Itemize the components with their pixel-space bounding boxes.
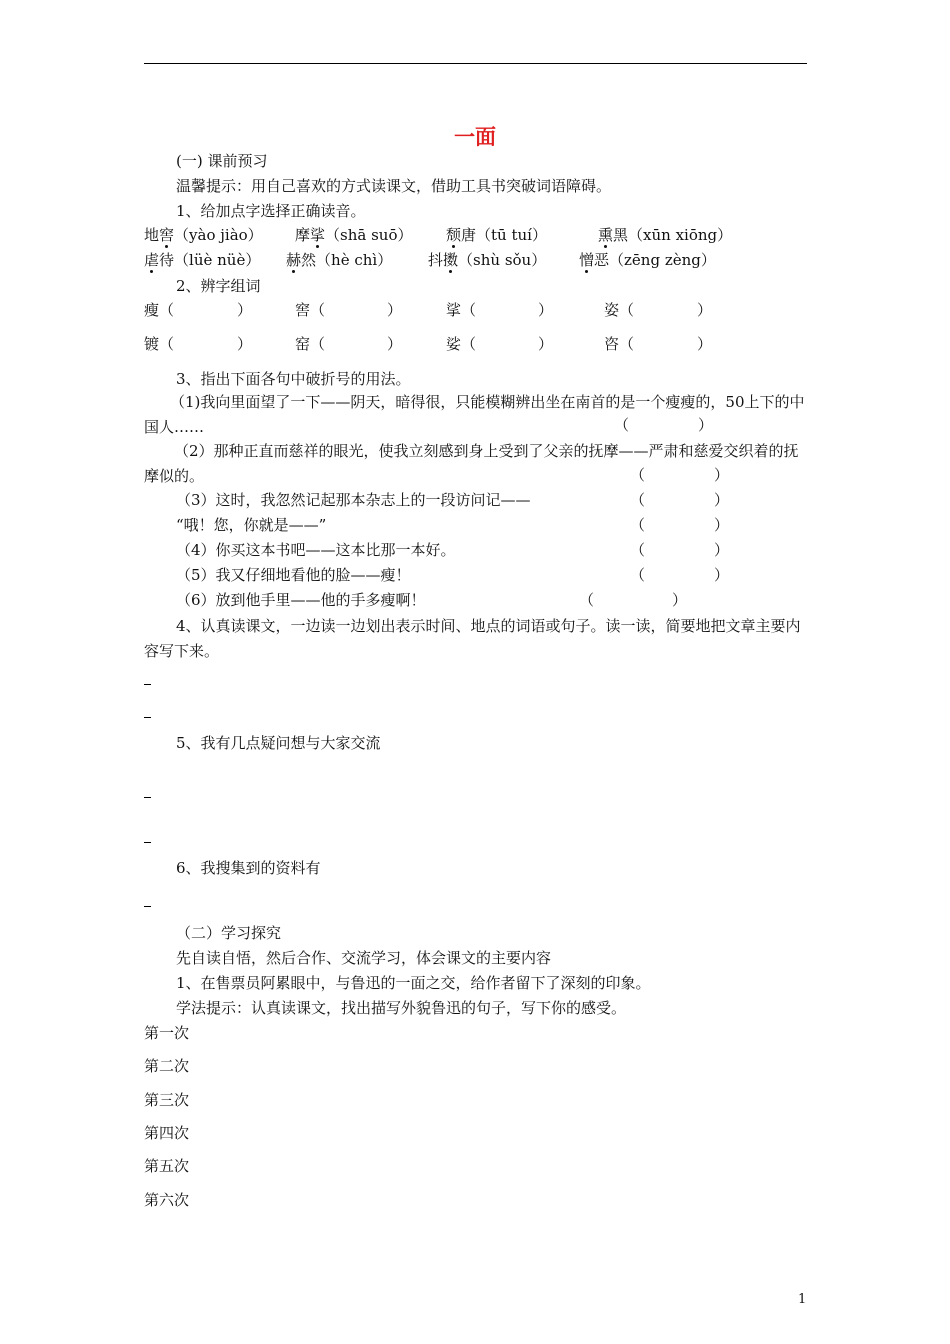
time-label: 第一次 [144,1024,190,1042]
section2-intro: 先自读自悟，然后合作、交流学习，体会课文的主要内容 [176,949,552,967]
answer-line[interactable] [144,906,151,907]
word-group-blank: 咨（ [604,335,635,353]
word-group-blank: 窑（ [295,335,326,353]
blank-close: ） [697,301,713,319]
time-label: 第二次 [144,1057,190,1075]
word-group-blank: 娑（ [446,335,477,353]
dotted-char: 挲 [310,226,326,244]
blank-close: ） [237,301,253,319]
q3-sentence-1: （1)我向里面望了一下——阴天，暗得很，只能模糊辨出坐在南首的是一个瘦瘦的，50上下的中国人…… [144,393,805,436]
pinyin-item: 抖擞（shù sǒu） [428,251,547,269]
q2-prompt: 2、辨字组词 [176,277,261,295]
dotted-char: 擞 [443,251,459,269]
paren-open: （ [630,566,646,584]
dotted-char: 憎 [579,251,595,269]
paren-open: （ [630,516,646,534]
word-group-blank: 挲（ [446,301,477,319]
section2-tip: 学法提示：认真读课文，找出描写外貌鲁迅的句子，写下你的感受。 [176,999,627,1017]
pinyin-item: 赫然（hè chì） [286,251,393,269]
time-label: 第六次 [144,1191,190,1209]
blank-close: ） [697,335,713,353]
dotted-char: 虐 [144,251,160,269]
blank-close: ） [538,301,554,319]
q3-sentence-2: （2）那种正直而慈祥的眼光，使我立刻感到身上受到了父亲的抚摩——严肃和慈爱交织着的抚摩似的。 [144,442,799,485]
header-rule [144,63,807,64]
word-group-blank: 镀（ [144,335,175,353]
answer-line[interactable] [144,684,151,685]
q3-sentence-5: （5）我又仔细地看他的脸——瘦！ [176,566,411,584]
paren-close: ） [698,416,714,434]
q3-sentence-6: （6）放到他手里——他的手多瘦啊！ [176,591,426,609]
pinyin-item: 颓唐（tū tuí） [446,226,547,244]
paren-open: （ [630,541,646,559]
dotted-char: 赫 [286,251,302,269]
pinyin-item: 虐待（lüè nüè） [144,251,261,269]
paren-close: ） [714,491,730,509]
pinyin-item: 地窖（yào jiào） [144,226,263,244]
paren-close: ） [714,566,730,584]
paren-close: ） [672,591,688,609]
blank-close: ） [237,335,253,353]
q5-prompt: 5、我有几点疑问想与大家交流 [176,734,381,752]
tip-text: 温馨提示：用自己喜欢的方式读课文，借助工具书突破词语障碍。 [176,177,612,195]
dotted-char: 颓 [446,226,462,244]
answer-line[interactable] [144,717,151,718]
pinyin-item: 熏黑（xūn xiōng） [598,226,733,244]
word-group-blank: 瘦（ [144,301,175,319]
q3-sentence-3b: “哦！您，你就是——” [176,516,327,534]
paren-open: （ [614,416,630,434]
answer-line[interactable] [144,797,151,798]
section2-q1: 1、在售票员阿累眼中，与鲁迅的一面之交，给作者留下了深刻的印象。 [176,974,651,992]
pinyin-item: 摩挲（shā suō） [295,226,413,244]
time-label: 第四次 [144,1124,190,1142]
paren-close: ） [714,541,730,559]
section2-heading: （二）学习探究 [176,924,282,942]
time-label: 第三次 [144,1091,190,1109]
paren-close: ） [714,466,730,484]
blank-close: ） [538,335,554,353]
q3-prompt: 3、指出下面各句中破折号的用法。 [176,370,411,388]
blank-close: ） [387,301,403,319]
q3-sentence-3: （3）这时，我忽然记起那本杂志上的一段访问记—— [176,491,531,509]
q4-prompt: 4、认真读课文，一边读一边划出表示时间、地点的词语或句子。读一读，简要地把文章主要内容写下来。 [144,617,801,660]
page-title: 一面 [454,124,496,149]
word-group-blank: 窖（ [295,301,326,319]
dotted-char: 窖 [159,226,175,244]
pinyin-item: 憎恶（zēng zèng） [579,251,716,269]
paren-close: ） [714,516,730,534]
time-label: 第五次 [144,1157,190,1175]
q3-sentence-4: （4）你买这本书吧——这本比那一本好。 [176,541,456,559]
paren-open: （ [630,491,646,509]
q6-prompt: 6、我搜集到的资料有 [176,859,321,877]
blank-close: ） [387,335,403,353]
word-group-blank: 姿（ [604,301,635,319]
paren-open: （ [579,591,595,609]
page-number: 1 [798,1292,807,1307]
dotted-char: 熏 [598,226,614,244]
paren-open: （ [630,466,646,484]
section1-heading: (一) 课前预习 [176,152,268,170]
q1-prompt: 1、给加点字选择正确读音。 [176,202,366,220]
answer-line[interactable] [144,842,151,843]
